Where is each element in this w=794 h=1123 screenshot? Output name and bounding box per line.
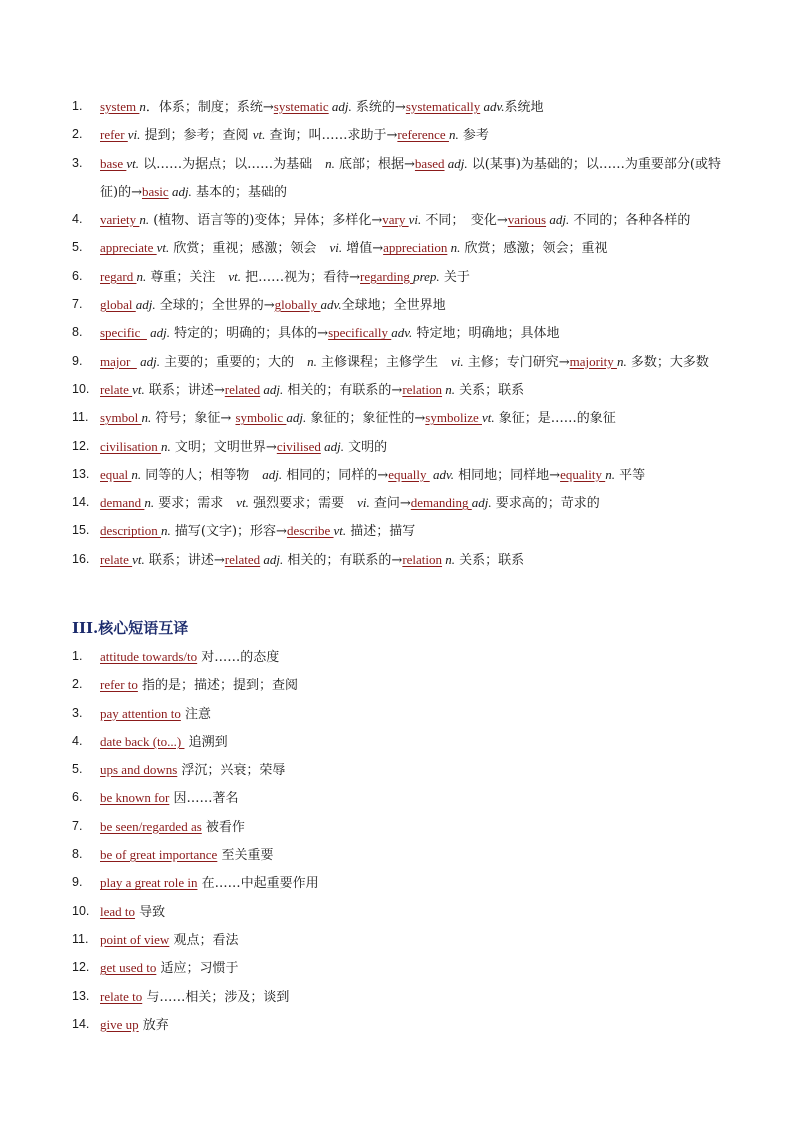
- vocab-entry: [72, 433, 732, 461]
- definition-text: 要求高的；苛求的: [491, 496, 600, 512]
- definition-text: 指的是；描述；提到；查阅: [137, 678, 299, 694]
- answer-word: global: [100, 297, 136, 313]
- answer-word: systematically: [405, 99, 481, 114]
- answer-word: demand: [100, 495, 145, 511]
- answer-word: symbol: [100, 410, 142, 426]
- answer-word: vary: [382, 212, 409, 228]
- part-of-speech: adj.: [471, 495, 492, 511]
- part-of-speech: vt.: [132, 381, 145, 397]
- definition-text: 相关的；有联系的→: [283, 552, 403, 568]
- entry-number: 16.: [72, 551, 90, 566]
- vocab-entry: [72, 546, 732, 574]
- phrase-entry: [72, 869, 732, 897]
- part-of-speech: n.: [325, 155, 335, 171]
- definition-text: 在……中起重要作用: [197, 876, 319, 892]
- answer-word: symbolic: [235, 410, 287, 426]
- phrase-entry: [72, 784, 732, 812]
- entry-number: 14.: [72, 1016, 90, 1031]
- definition-text: 以(某事)为基础的；以……为重要部分(或特征)的→: [100, 156, 722, 200]
- part-of-speech: vt.: [252, 127, 266, 143]
- phrase-entry: [72, 1011, 732, 1039]
- answer-word: system: [100, 99, 140, 114]
- definition-text: 文明的: [343, 439, 388, 455]
- definition-text: 强烈要求；需要: [248, 496, 358, 512]
- answer-word: play a great role in: [100, 875, 198, 891]
- entry-number: 12.: [72, 960, 90, 975]
- answer-word: civilisation: [100, 438, 162, 454]
- part-of-speech: adj.: [444, 155, 468, 171]
- part-of-speech: adj.: [260, 381, 284, 397]
- entry-number: 4.: [72, 733, 83, 748]
- answer-word: variety: [100, 212, 140, 228]
- part-of-speech: adv.: [429, 466, 455, 482]
- definition-text: 相同的；同样的→: [282, 467, 389, 483]
- answer-word: refer: [100, 127, 128, 143]
- definition-text: 特定地；明确地；具体地: [412, 326, 560, 342]
- answer-word: describe: [286, 523, 334, 539]
- definition-text: 联系；讲述→: [144, 382, 225, 398]
- vocab-entry: [72, 291, 732, 319]
- answer-word: ups and downs: [100, 762, 178, 778]
- entry-number: 10.: [72, 903, 90, 918]
- answer-word: related: [224, 551, 261, 567]
- entry-number: 3.: [72, 705, 83, 720]
- definition-text: 平等: [614, 467, 646, 483]
- entry-number: 9.: [72, 353, 83, 368]
- part-of-speech: adv.: [320, 297, 342, 313]
- answer-word: relation: [402, 551, 443, 567]
- vocab-entry: [72, 93, 732, 121]
- definition-text: 放弃: [138, 1017, 169, 1033]
- phrase-entry: [72, 756, 732, 784]
- answer-word: civilised: [276, 438, 321, 454]
- vocab-entry: [72, 348, 732, 376]
- part-of-speech: adv.: [480, 99, 505, 114]
- entry-number: 1.: [72, 649, 83, 663]
- answer-word: based: [414, 155, 445, 171]
- definition-text: 不同的；各种各样的: [569, 213, 691, 229]
- definition-text: 文明；文明世界→: [170, 439, 277, 455]
- vocab-entry: [72, 234, 732, 262]
- vocab-entry: [72, 319, 732, 347]
- definition-text: 象征的；象征性的→: [306, 411, 426, 427]
- definition-text: 把……视为；看待→: [240, 269, 361, 285]
- vocab-entry: [72, 150, 732, 207]
- part-of-speech: n.: [161, 438, 171, 454]
- entry-number: 2.: [72, 127, 83, 142]
- entry-number: 5.: [72, 762, 83, 777]
- phrase-entry: [72, 813, 732, 841]
- part-of-speech: n.: [139, 212, 150, 228]
- answer-word: relate: [100, 551, 133, 567]
- definition-text: 查询；叫……求助于→: [265, 128, 398, 144]
- answer-word: appreciate: [100, 240, 157, 256]
- answer-word: demanding: [410, 495, 472, 511]
- answer-word: base: [100, 155, 127, 171]
- answer-word: pay attention to: [100, 705, 181, 721]
- part-of-speech: n.: [616, 353, 627, 369]
- part-of-speech: vt.: [156, 240, 170, 256]
- entry-number: 13.: [72, 466, 90, 481]
- answer-word: major: [100, 353, 137, 369]
- part-of-speech: vi.: [357, 495, 370, 511]
- answer-word: various: [507, 212, 547, 228]
- answer-word: lead to: [100, 903, 136, 919]
- definition-text: 主修；专门研究→: [463, 354, 570, 370]
- entry-number: 2.: [72, 677, 83, 692]
- answer-word: give up: [100, 1016, 139, 1032]
- answer-word: point of view: [100, 931, 170, 947]
- phrase-list: [72, 643, 732, 1039]
- part-of-speech: adj.: [320, 438, 344, 454]
- vocab-entry: [72, 376, 732, 404]
- definition-text: 提到；参考；查阅: [140, 128, 253, 144]
- definition-text: 增值→: [342, 241, 384, 257]
- part-of-speech: n.: [131, 466, 142, 482]
- phrase-entry: [72, 671, 732, 699]
- definition-text: 描述；描写: [346, 524, 416, 540]
- section-heading: III.核心短语互译: [72, 619, 189, 637]
- definition-text: ．体系；制度；系统→: [145, 100, 274, 115]
- answer-word: systematic: [273, 99, 329, 114]
- definition-text: 对……的态度: [197, 650, 280, 665]
- definition-text: 与……相关；涉及；谈到: [142, 989, 290, 1005]
- definition-text: 系统地: [504, 100, 544, 115]
- definition-text: 相关的；有联系的→: [283, 382, 403, 398]
- answer-word: relate: [100, 381, 133, 397]
- entry-number: 15.: [72, 523, 90, 538]
- part-of-speech: vt.: [132, 551, 145, 567]
- definition-text: 欣赏；重视；感激；领会: [169, 241, 330, 257]
- definition-text: 关系；联系: [455, 382, 525, 398]
- answer-word: basic: [141, 183, 169, 199]
- part-of-speech: vi.: [408, 212, 422, 228]
- definition-text: 多数；大多数: [626, 354, 709, 370]
- definition-text: 特定的；明确的；具体的→: [170, 326, 329, 342]
- part-of-speech: vt.: [228, 268, 241, 284]
- definition-text: 观点；看法: [169, 932, 239, 948]
- definition-text: 因……著名: [169, 791, 239, 807]
- definition-text: 追溯到: [184, 734, 228, 750]
- definition-text: (植物、语言等的)变体；异体；多样化→: [149, 213, 383, 229]
- answer-word: majority: [569, 353, 617, 369]
- definition-text: 参考: [458, 128, 489, 144]
- phrase-entry: [72, 898, 732, 926]
- vocab-entry: [72, 121, 732, 149]
- entry-number: 12.: [72, 438, 90, 453]
- phrase-entry: [72, 728, 732, 756]
- vocab-entry: [72, 517, 732, 545]
- vocab-entry: [72, 263, 732, 291]
- answer-word: be seen/regarded as: [100, 818, 202, 834]
- part-of-speech: n.: [442, 551, 456, 567]
- definition-text: 导致: [135, 904, 166, 920]
- answer-word: equal: [100, 466, 132, 482]
- answer-word: relate to: [100, 988, 143, 1004]
- definition-text: 全球地；全世界地: [341, 298, 446, 314]
- answer-word: get used to: [100, 960, 157, 976]
- answer-word: equality: [560, 466, 606, 482]
- answer-word: be known for: [100, 790, 170, 806]
- definition-text: 全球的；全世界的→: [155, 298, 275, 314]
- vocab-entry: [72, 489, 732, 517]
- answer-word: description: [100, 523, 162, 539]
- definition-text: 联系；讲述→: [144, 552, 225, 568]
- entry-number: 14.: [72, 495, 90, 510]
- answer-word: relation: [402, 381, 443, 397]
- vocabulary-list: [72, 93, 732, 574]
- part-of-speech: adv.: [391, 325, 413, 341]
- part-of-speech: vi.: [329, 240, 343, 256]
- answer-word: symbolize: [425, 410, 482, 426]
- phrase-entry: [72, 700, 732, 728]
- entry-number: 3.: [72, 155, 83, 170]
- entry-number: 10.: [72, 381, 90, 396]
- definition-text: 浮沉；兴衰；荣辱: [177, 763, 286, 779]
- part-of-speech: vi.: [450, 353, 464, 369]
- definition-text: 同等的人；相等物: [141, 467, 263, 483]
- entry-number: 4.: [72, 212, 83, 227]
- part-of-speech: adj.: [146, 325, 171, 341]
- entry-number: 7.: [72, 818, 83, 833]
- entry-number: 8.: [72, 325, 83, 340]
- phrase-entry: [72, 841, 732, 869]
- part-of-speech: n.: [448, 127, 459, 143]
- definition-text: 象征；是……的象征: [494, 411, 616, 427]
- part-of-speech: adj.: [286, 410, 307, 426]
- part-of-speech: vt.: [481, 410, 495, 426]
- answer-word: refer to: [100, 677, 138, 693]
- answer-word: equally: [388, 466, 430, 482]
- part-of-speech: vt.: [236, 495, 249, 511]
- definition-text: 基本的；基础的: [191, 184, 287, 200]
- part-of-speech: n.: [307, 353, 317, 369]
- entry-number: 5.: [72, 240, 83, 255]
- entry-number: 6.: [72, 790, 83, 805]
- definition-text: 尊重；关注: [146, 269, 229, 285]
- part-of-speech: prep.: [413, 268, 440, 284]
- phrase-entry: [72, 926, 732, 954]
- part-of-speech: n.: [136, 268, 147, 284]
- answer-word: specifically: [328, 325, 392, 341]
- definition-text: 注意: [180, 706, 212, 722]
- vocab-entry: [72, 404, 732, 432]
- definition-text: 不同； 变化→: [421, 213, 508, 229]
- phrase-entry: [72, 983, 732, 1011]
- definition-text: 主修课程；主修学生: [316, 354, 451, 370]
- part-of-speech: adj.: [260, 551, 284, 567]
- part-of-speech: n.: [605, 466, 615, 482]
- answer-word: regarding: [360, 268, 414, 284]
- answer-word: regard: [100, 268, 137, 284]
- answer-word: related: [224, 381, 261, 397]
- phrase-entry: [72, 954, 732, 982]
- entry-number: 11.: [72, 410, 89, 425]
- part-of-speech: adj.: [328, 99, 352, 114]
- part-of-speech: n: [139, 99, 146, 114]
- part-of-speech: vt.: [126, 155, 139, 171]
- definition-text: 系统的→: [351, 100, 406, 115]
- definition-text: 底部；根据→: [334, 156, 415, 172]
- part-of-speech: vi.: [127, 127, 141, 143]
- definition-text: 被看作: [201, 819, 245, 835]
- entry-number: 7.: [72, 297, 83, 312]
- definition-text: 主要的；重要的；大的: [159, 354, 308, 370]
- part-of-speech: n.: [141, 410, 152, 426]
- answer-word: specific: [100, 325, 147, 341]
- part-of-speech: adj.: [546, 212, 570, 228]
- definition-text: 适应；习惯于: [156, 961, 239, 977]
- entry-number: 1.: [72, 99, 83, 113]
- part-of-speech: adj.: [136, 353, 160, 369]
- part-of-speech: adj.: [168, 183, 192, 199]
- definition-text: 要求；需求: [154, 496, 237, 512]
- answer-word: globally: [274, 297, 321, 313]
- answer-word: be of great importance: [100, 847, 218, 863]
- part-of-speech: n.: [442, 381, 456, 397]
- vocab-entry: [72, 461, 732, 489]
- answer-word: date back (to...): [100, 733, 185, 749]
- definition-text: 相同地；同样地→: [454, 467, 561, 483]
- vocab-entry: [72, 206, 732, 234]
- entry-number: 6.: [72, 268, 83, 283]
- part-of-speech: n.: [161, 523, 171, 539]
- definition-text: 关系；联系: [455, 552, 525, 568]
- answer-word: attitude towards/to: [100, 649, 198, 664]
- part-of-speech: adj.: [135, 297, 156, 313]
- definition-text: 关于: [439, 269, 470, 285]
- definition-text: 描写(文字)；形容→: [170, 524, 287, 540]
- part-of-speech: n.: [447, 240, 461, 256]
- definition-text: 至关重要: [217, 848, 274, 864]
- definition-text: 查问→: [369, 496, 411, 512]
- entry-number: 13.: [72, 988, 90, 1003]
- part-of-speech: n.: [144, 495, 155, 511]
- definition-text: 符号；象征→: [151, 411, 236, 427]
- part-of-speech: vt.: [333, 523, 347, 539]
- entry-number: 11.: [72, 931, 89, 946]
- answer-word: reference: [397, 127, 449, 143]
- definition-text: 欣赏；感激；领会；重视: [460, 241, 608, 257]
- phrase-entry: [72, 643, 732, 671]
- entry-number: 9.: [72, 875, 83, 890]
- answer-word: appreciation: [383, 240, 448, 256]
- definition-text: 以……为据点；以……为基础: [139, 156, 326, 172]
- part-of-speech: adj.: [262, 466, 283, 482]
- entry-number: 8.: [72, 847, 83, 862]
